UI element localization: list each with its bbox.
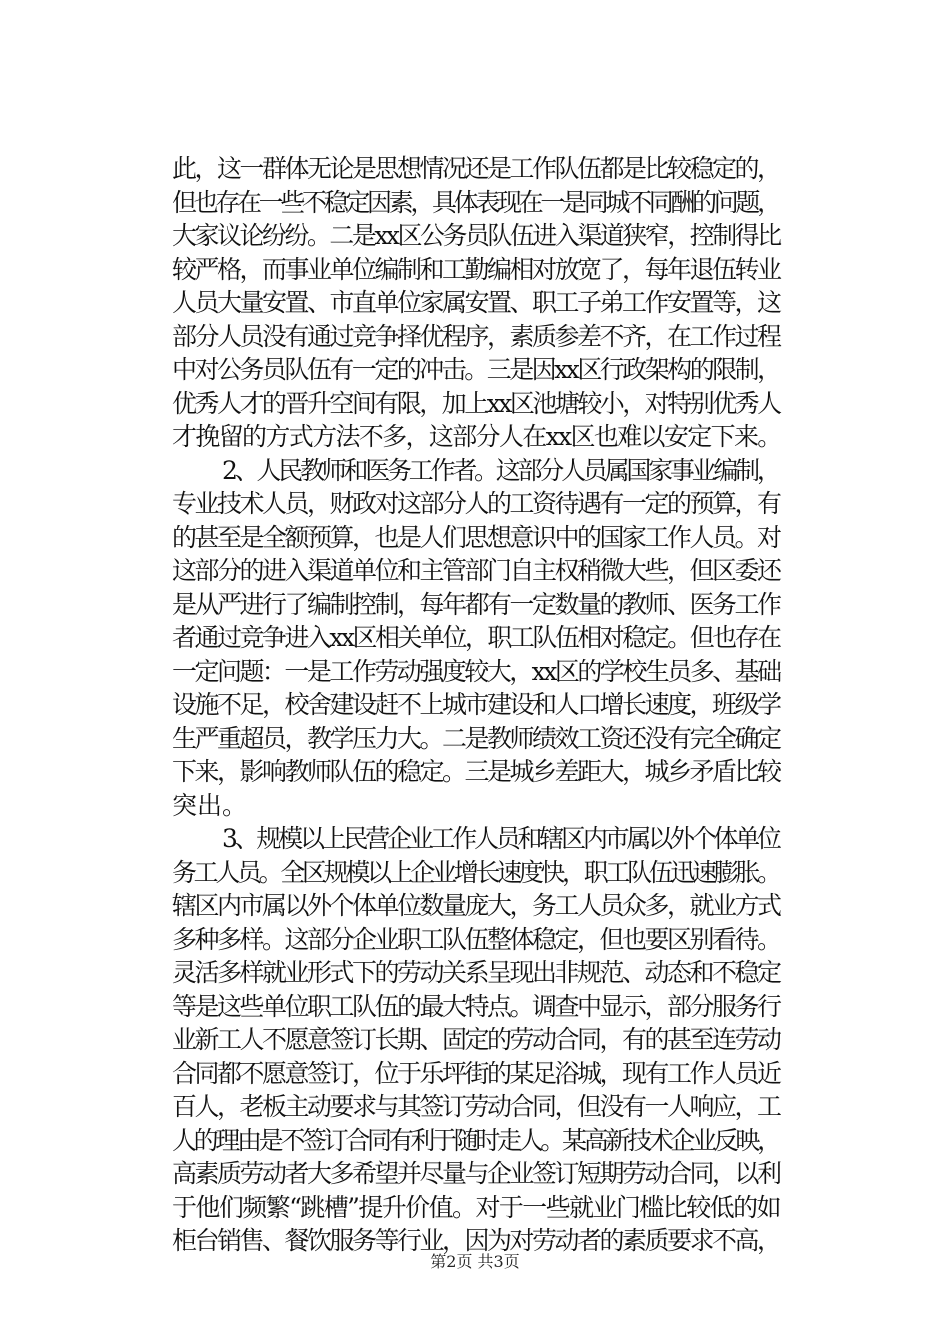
text-line: 大家议论纷纷。二是xx区公务员队伍进入渠道狭窄，控制得比	[172, 221, 780, 250]
text-line: 务工人员。全区规模以上企业增长速度快，职工队伍迅速膨胀。	[172, 857, 779, 887]
text-line: 才挽留的方式方法不多，这部分人在xx区也难以安定下来。	[172, 422, 781, 451]
text-line: 但也存在一些不稳定因素，具体表现在一是同城不同酬的问题，	[172, 187, 779, 217]
text-line: 这部分的进入渠道单位和主管部门自主权稍微大些，但区委还	[172, 556, 780, 585]
text-line: 合同都不愿意签订，位于乐坪街的某足浴城，现有工作人员近	[172, 1058, 780, 1088]
text-line: 人的理由是不签订合同有利于随时走人。某高新技术企业反映，	[172, 1125, 779, 1155]
document-body	[172, 152, 782, 1258]
text-line: 人员大量安置、市直单位家属安置、职工子弟工作安置等，这	[172, 288, 780, 317]
text-line: 专业技术人员，财政对这部分人的工资待遇有一定的预算，有	[172, 489, 780, 518]
text-line: 多种多样。这部分企业职工队伍整体稳定，但也要区别看待。	[172, 924, 780, 954]
text-line: 较严格，而事业单位编制和工勤编相对放宽了，每年退伍转业	[172, 254, 780, 284]
text-line: 部分人员没有通过竞争择优程序，素质参差不齐，在工作过程	[172, 321, 780, 351]
text-line: 者通过竞争进入xx区相关单位，职工队伍相对稳定。但也存在	[172, 623, 780, 652]
text-line: 2、人民教师和医务工作者。这部分人员属国家事业编制，	[222, 455, 779, 485]
text-line: 柜台销售、餐饮服务等行业，因为对劳动者的素质要求不高，	[172, 1226, 780, 1255]
text-line: 于他们频繁“跳槽”提升价值。对于一些就业门槛比较低的如	[172, 1192, 780, 1222]
text-line: 是从严进行了编制控制，每年都有一定数量的教师、医务工作	[172, 589, 780, 619]
text-line: 优秀人才的晋升空间有限，加上xx区池塘较小，对特别优秀人	[172, 388, 780, 418]
text-line: 的甚至是全额预算，也是人们思想意识中的国家工作人员。对	[172, 522, 780, 552]
text-line: 生严重超员，教学压力大。二是教师绩效工资还没有完全确定	[172, 723, 780, 753]
text-line: 灵活多样就业形式下的劳动关系呈现出非规范、动态和不稳定	[172, 958, 780, 987]
text-line: 突出。	[172, 790, 248, 820]
text-line: 3、规模以上民营企业工作人员和辖区内市属以外个体单位	[222, 824, 779, 853]
text-line: 下来，影响教师队伍的稳定。三是城乡差距大，城乡矛盾比较	[172, 757, 780, 786]
text-line: 等是这些单位职工队伍的最大特点。调查中显示，部分服务行	[172, 991, 780, 1021]
text-line: 中对公务员队伍有一定的冲击。三是因xx区行政架构的限制，	[172, 355, 780, 384]
text-line: 百人，老板主动要求与其签订劳动合同，但没有一人响应，工	[172, 1092, 780, 1121]
text-line: 辖区内市属以外个体单位数量庞大，务工人员众多，就业方式	[172, 891, 780, 920]
text-line: 业新工人不愿意签订长期、固定的劳动合同，有的甚至连劳动	[172, 1025, 780, 1054]
page-footer: 第2页 共3页	[430, 1252, 520, 1271]
text-line: 一定问题：一是工作劳动强度较大，xx区的学校生员多、基础	[172, 656, 780, 686]
text-line: 此，这一群体无论是思想情况还是工作队伍都是比较稳定的，	[172, 154, 780, 183]
text-line: 高素质劳动者大多希望并尽量与企业签订短期劳动合同，以利	[172, 1159, 780, 1188]
text-line: 设施不足，校舍建设赶不上城市建设和人口增长速度，班级学	[172, 690, 780, 719]
